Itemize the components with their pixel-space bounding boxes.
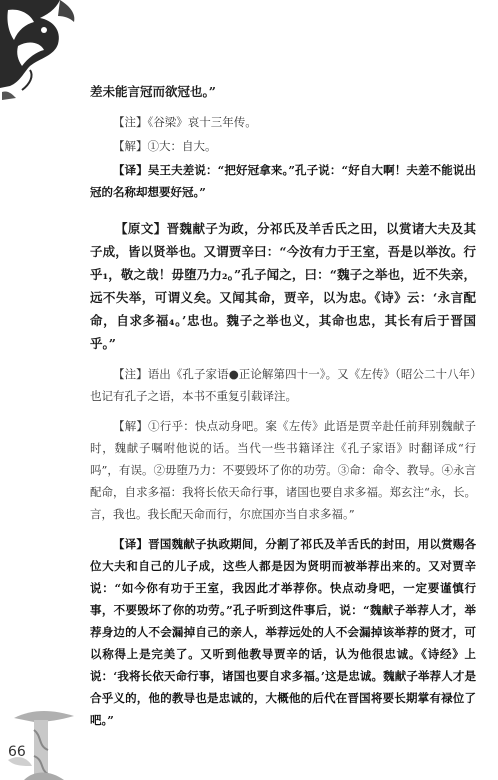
translation-block: 【译】晋国魏献子执政期间，分割了祁氏及羊舌氏的封田，用以赏赐各位大夫和自己的儿子成，这些人都是因为贤明而被举荐出来的。又对贾辛说：“如今你有功于王室，我因此才举荐你。快点动身吧，一定要谨慎行事，不要毁坏了你的功劳。”孔子听到这件事后，说：“魏献子举荐人才，举荐身边的人不会漏掉自己的亲人，举荐远处的人不会漏掉该举荐的贤才，可以称得上是完美了。又听到他教导贾辛的话，认为他很忠诚。《诗经》上说：‘我将长依天命行事，诸国也要自求多福。’这是忠诚。魏献子举荐人才是合乎义的，他的教导也是忠诚的，大概他的后代在晋国将要长期掌有禄位了吧。” [90,537,476,727]
page-number: 66 [8,744,26,760]
page-content [90,80,476,731]
translation-block: 【译】吴王夫差说：“把好冠拿来。”孔子说：“好自大啊！夫差不能说出冠的名称却想要好冠。” [90,163,476,199]
dragon-illustration [0,0,100,100]
pillar-illustration [4,700,84,780]
note-block: 【注】语出《孔子家语●正论解第四十一》。又《左传》（昭公二十八年）也记有孔子之语，本书不重复引载译注。 [90,367,476,403]
note-block: 【注】《谷梁》哀十三年传。 [113,115,257,129]
explanation-block: 【解】①大：自大。 [113,139,217,153]
continuation-line: 差未能言冠而欲冠也。” [90,84,216,99]
original-text-block: 【原文】晋魏献子为政，分祁氏及羊舌氏之田，以赏诸大夫及其子成，皆以贤举也。又谓贾辛曰：“今汝有力于王室，吾是以举汝。行乎₁，敬之哉！毋堕乃力₂。”孔子闻之，曰：“魏子之举也，近不失亲，远不失举，可谓义矣。又闻其命，贾辛，以为忠。《诗》云：‘永言配命，自求多福₄。’忠也。魏子之举也义，其命也忠，其长有后于晋国乎。” [90,221,476,351]
explanation-block: 【解】①行乎：快点动身吧。案《左传》此语是贾辛赴任前拜别魏献子时，魏献子嘱咐他说的话。当代一些书籍译注《孔子家语》时翻译成“行吗”，有误。②毋堕乃力：不要毁坏了你的功劳。③命：命令、教导。④永言配命，自求多福：我将长依天命行事，诸国也要自求多福。郑玄注“永，长。言，我也。我长配天命而行，尔庶国亦当自求多福。” [90,419,476,521]
